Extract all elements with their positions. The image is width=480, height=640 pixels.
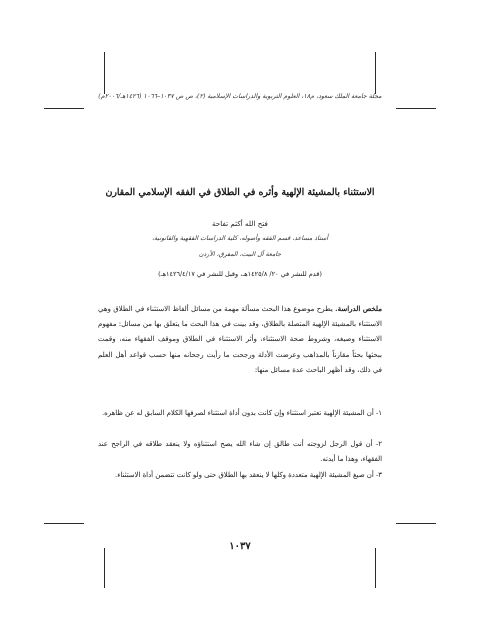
submission-dates: (قدم للنشر في ٢٠/ ١٤٢٥/٨هـ، وقبل للنشر في ١٤٢٦/٤/١٧هـ) <box>158 270 322 278</box>
article-title: الاستثناء بالمشيئة الإلهية وأثره في الطلاق في الفقه الإسلامي المقارن <box>105 187 375 198</box>
finding-item: ٢- أن قول الرجل لزوجته أنت طالق إن شاء الله يصح استثناؤه ولا ينعقد طلاقه في الراجح عند الفقهاء، وهذا ما أيدته. <box>98 440 382 464</box>
author-name: فتح الله أكثم تفاحة <box>211 219 268 228</box>
author-affiliation-location: جامعة آل البيت، المفرق، الأردن <box>198 251 282 258</box>
crop-mark <box>396 108 436 109</box>
abstract-label: ملخص الدراسة. <box>335 304 382 313</box>
crop-mark <box>396 523 436 524</box>
author-affiliation: أستاذ مساعد، قسم الفقه وأصوله، كلية الدراسات الفقهية والقانونية، <box>152 235 328 242</box>
journal-header: مجلة جامعة الملك سعود، م١٨، العلوم التربوية والدراسات الإسلامية (٢)، ص ص ١٠٣٧–١٠٦٦ (١٤٢٦هـ/٢٠٠٦م) <box>98 93 382 100</box>
crop-mark <box>44 108 84 109</box>
document-page <box>96 75 384 567</box>
crop-mark <box>44 523 84 524</box>
page-number: ١٠٣٧ <box>229 541 251 552</box>
finding-item: ٣- أن صيغ المشيئة الإلهية متعددة وكلها لا ينعقد بها الطلاق حتى ولو كانت تتضمن أداة الاستثناء. <box>115 471 382 479</box>
abstract-paragraph <box>98 301 382 378</box>
abstract-body: يطرح موضوع هذا البحث مسألة مهمة من مسائل ألفاظ الاستثناء في الطلاق وهي الاستثناء بالمشيئة الإلهية المتصلة بالطلاق، وقد بينت في هذا البحث ما يتعلق بها من مسائل: مفهوم الاستثناء وصيغه، وشروط صحة الاستثناء، وأثر الاستثناء في الطلاق وموقف الفقهاء منه، وقمت ببحثها بحثاً مقارناً بالمذاهب وعرضت الأدلة ورجحت ما رأيت رجحانه منها حسب قواعد أهل العلم في ذلك، وقد أظهر الباحث عدة مسائل منها: <box>98 305 382 374</box>
finding-item: ١- أن المشيئة الإلهية تعتبر استثناء وإن كانت بدون أداة استثناء لصرفها الكلام السابق له عن ظاهره. <box>101 409 382 417</box>
